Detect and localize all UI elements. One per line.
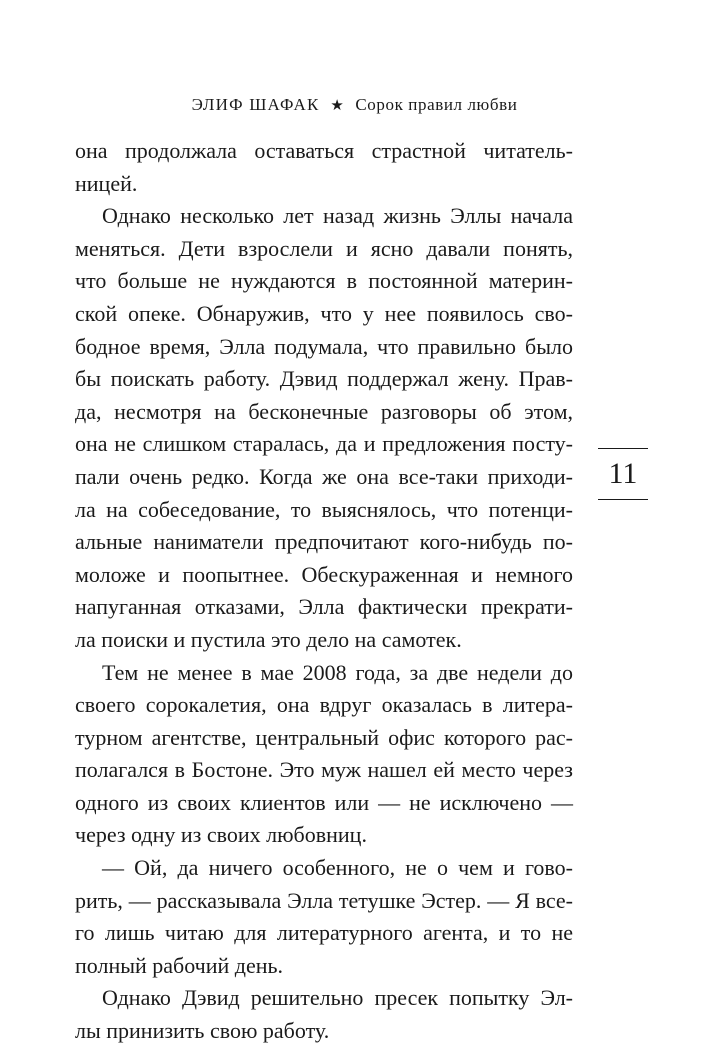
text-line: пали очень редко. Когда же она все-таки приходи-: [75, 463, 573, 489]
text-line: — Ой, да ничего особенного, не о чем и гово-: [102, 855, 573, 881]
text-line: ла поиски и пустила это дело на самотек.: [75, 626, 462, 652]
folio-rule-top: [598, 448, 648, 449]
text-line: ницей.: [75, 170, 138, 196]
text-line: альные наниматели предпочитают кого-нибудь по-: [75, 529, 573, 555]
text-line: Однако Дэвид решительно пресек попытку Эл-: [102, 985, 573, 1011]
text-line: го лишь читаю для литературного агента, и то не: [75, 920, 573, 946]
text-line: одного из своих клиентов или — не исключено —: [75, 789, 573, 815]
text-line: ской опеке. Обнаружив, что у нее появилось сво-: [75, 300, 573, 326]
text-line: Тем не менее в мае 2008 года, за две недели до: [102, 659, 573, 685]
text-line: бодное время, Элла подумала, что правильно было: [75, 333, 573, 359]
text-line: ла на собеседование, то выяснялось, что потенци-: [75, 496, 573, 522]
text-line: моложе и поопытнее. Обескураженная и немного: [75, 561, 573, 587]
folio-rule-bottom: [598, 499, 648, 500]
text-line: полный рабочий день.: [75, 952, 284, 978]
header-author: ЭЛИФ ШАФАК: [191, 95, 320, 114]
text-line: полагался в Бостоне. Это муж нашел ей место через: [75, 757, 573, 783]
text-line: бы поискать работу. Дэвид поддержал жену. Прав-: [75, 366, 573, 392]
text-line: турном агентстве, центральный офис которого рас-: [75, 724, 573, 750]
page-number-block: [598, 448, 648, 500]
text-line: она продолжала оставаться страстной читатель-: [75, 138, 573, 163]
text-line: своего сорокалетия, она вдруг оказалась в литера-: [75, 692, 573, 718]
text-line: она не слишком старалась, да и предложения посту-: [75, 431, 573, 457]
page-number: 11: [608, 457, 638, 490]
text-line: лы принизить свою работу.: [75, 1018, 330, 1044]
text-line: Однако несколько лет назад жизнь Эллы начала: [102, 203, 573, 229]
text-line: что больше не нуждаются в постоянной материн-: [75, 268, 573, 294]
text-line: через одну из своих любовниц.: [75, 822, 367, 848]
text-line: меняться. Дети взрослели и ясно давали понять,: [75, 235, 573, 261]
header-book-title: Сорок правил любви: [355, 95, 518, 114]
text-line: напуганная отказами, Элла фактически прекрати-: [75, 594, 573, 620]
text-line: да, несмотря на бесконечные разговоры об этом,: [75, 398, 573, 424]
body-text: [75, 135, 573, 1048]
text-line: рить, — рассказывала Элла тетушке Эстер. — Я все-: [75, 887, 573, 913]
star-icon: ★: [330, 98, 345, 114]
running-head: [0, 95, 709, 115]
